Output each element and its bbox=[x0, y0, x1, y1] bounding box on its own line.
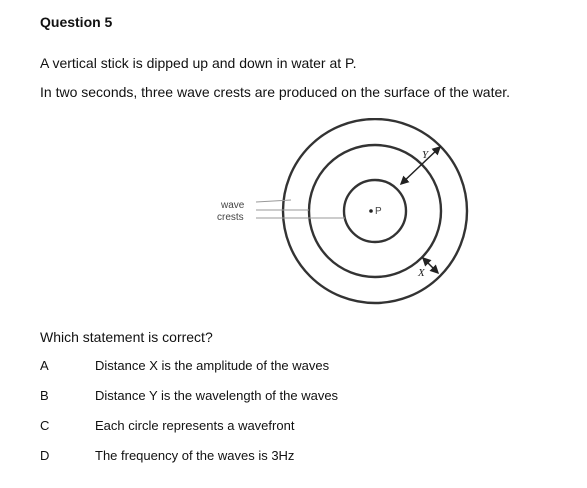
wave-label: wave bbox=[221, 200, 245, 211]
wave-diagram bbox=[205, 118, 475, 316]
crest-pointer-1 bbox=[256, 200, 291, 202]
option-b-letter: B bbox=[40, 388, 49, 403]
option-a-text: Distance X is the amplitude of the waves bbox=[95, 358, 330, 373]
distance-x-label: X bbox=[418, 267, 425, 279]
option-d-text: The frequency of the waves is 3Hz bbox=[95, 448, 295, 463]
question-line-2: In two seconds, three wave crests are produced on the surface of the water. bbox=[40, 84, 511, 100]
option-c-letter: C bbox=[40, 418, 50, 433]
option-b-text: Distance Y is the wavelength of the waves bbox=[95, 388, 339, 403]
option-d-letter: D bbox=[40, 448, 50, 463]
option-a-letter: A bbox=[40, 358, 49, 373]
distance-x-arrow bbox=[423, 258, 438, 273]
point-p-label: P bbox=[375, 206, 382, 217]
wave-diagram-svg bbox=[205, 118, 475, 316]
question-line-1: A vertical stick is dipped up and down in water at P. bbox=[40, 55, 357, 71]
crests-label: crests bbox=[217, 212, 244, 223]
option-c-text: Each circle represents a wavefront bbox=[95, 418, 295, 433]
point-p-dot bbox=[369, 209, 373, 213]
distance-y-label: Y bbox=[422, 149, 429, 161]
question-prompt: Which statement is correct? bbox=[40, 329, 213, 345]
question-title: Question 5 bbox=[40, 14, 113, 30]
